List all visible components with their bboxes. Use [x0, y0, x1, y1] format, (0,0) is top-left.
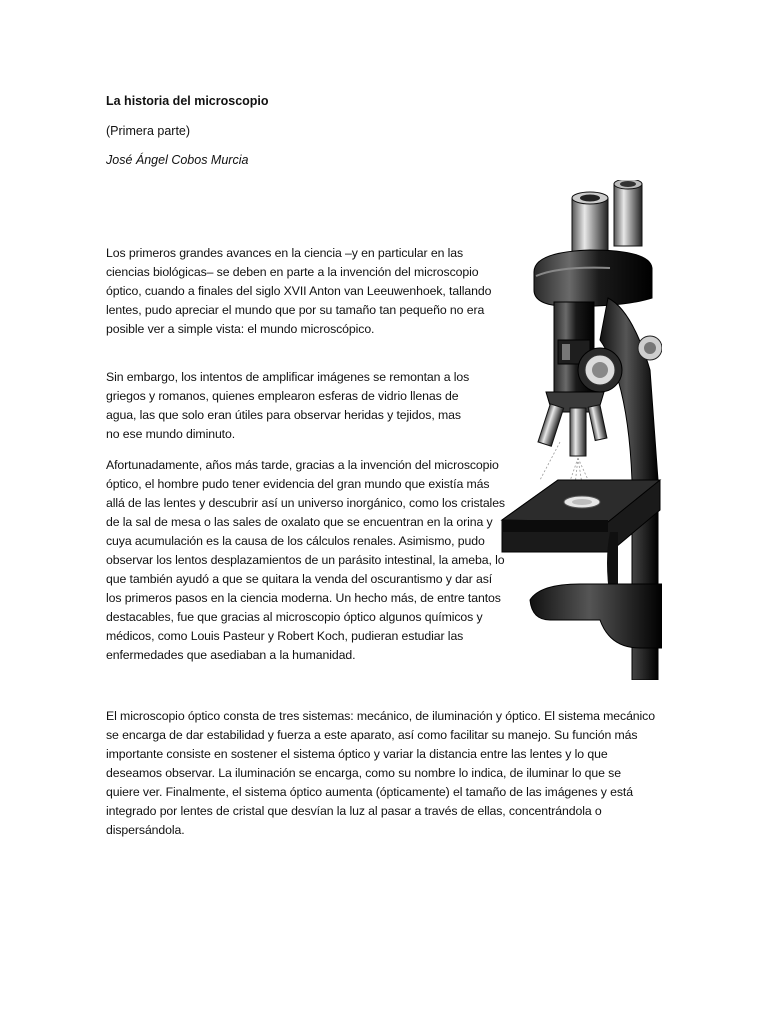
document-subtitle: (Primera parte) [106, 124, 191, 138]
document-title: La historia del microscopio [106, 94, 269, 108]
paragraph-2: Sin embargo, los intentos de amplificar imágenes se remontan a los griegos y romanos, quienes emplearon esferas de vidrio llenas de agua, las que solo eran útiles para observar heridas y tejidos, mas no ese mundo diminuto. [106, 370, 470, 441]
microscope-illustration [500, 180, 662, 680]
binocular-head [534, 250, 652, 306]
paragraph-1: Los primeros grandes avances en la ciencia –y en particular en las ciencias biológicas– se deben en parte a la invención del microscopio óptico, cuando a finales del siglo XVII Anton van Leeuwenhoek, tallando lentes, pudo apreciar el mundo que por su tamaño tan pequeño no era posible ver a simple vista: el mundo microscópico. [106, 246, 492, 336]
paragraph-3: Afortunadamente, años más tarde, gracias a la invención del microscopio óptico, el hombre pudo tener evidencia del gran mundo que existía más allá de las lentes y descubrir así un universo inorgánico, como los cristales de la sal de mesa o las sales de oxalato que se encuentran en la orina y cuya acumulación es la causa de los cálculos renales. Asimismo, pudo observar los lentos desplazamientos de un parásito intestinal, la ameba, lo que también ayudó a que se quitara la venda del oscurantismo y dar así los primeros pasos en la ciencia moderna. Un hecho más, de entre tantos destacables, fue que gracias al microscopio óptico algunos químicos y médicos, como Louis Pasteur y Robert Koch, pudieran estudiar las enfermedades que asediaban a la humanidad. [106, 458, 505, 662]
objective-nosepiece [538, 392, 607, 456]
document-author: José Ángel Cobos Murcia [106, 153, 249, 167]
paragraph-4: El microscopio óptico consta de tres sistemas: mecánico, de iluminación y óptico. El sistema mecánico se encarga de dar estabilidad y fuerza a este aparato, así como facilitar su manejo. Su función más importante consiste en sostener el sistema óptico y variar la distancia entre las lentes y lo que deseamos observar. La iluminación se encarga, como su nombre lo indica, de iluminar lo que se quiere ver. Finalmente, el sistema óptico aumenta (ópticamente) el tamaño de las imágenes y está integrado por lentes de cristal que desvían la luz al pasar a través de ellas, concentrándola o dispersándola. [106, 709, 655, 837]
rear-eyepiece [614, 180, 642, 246]
